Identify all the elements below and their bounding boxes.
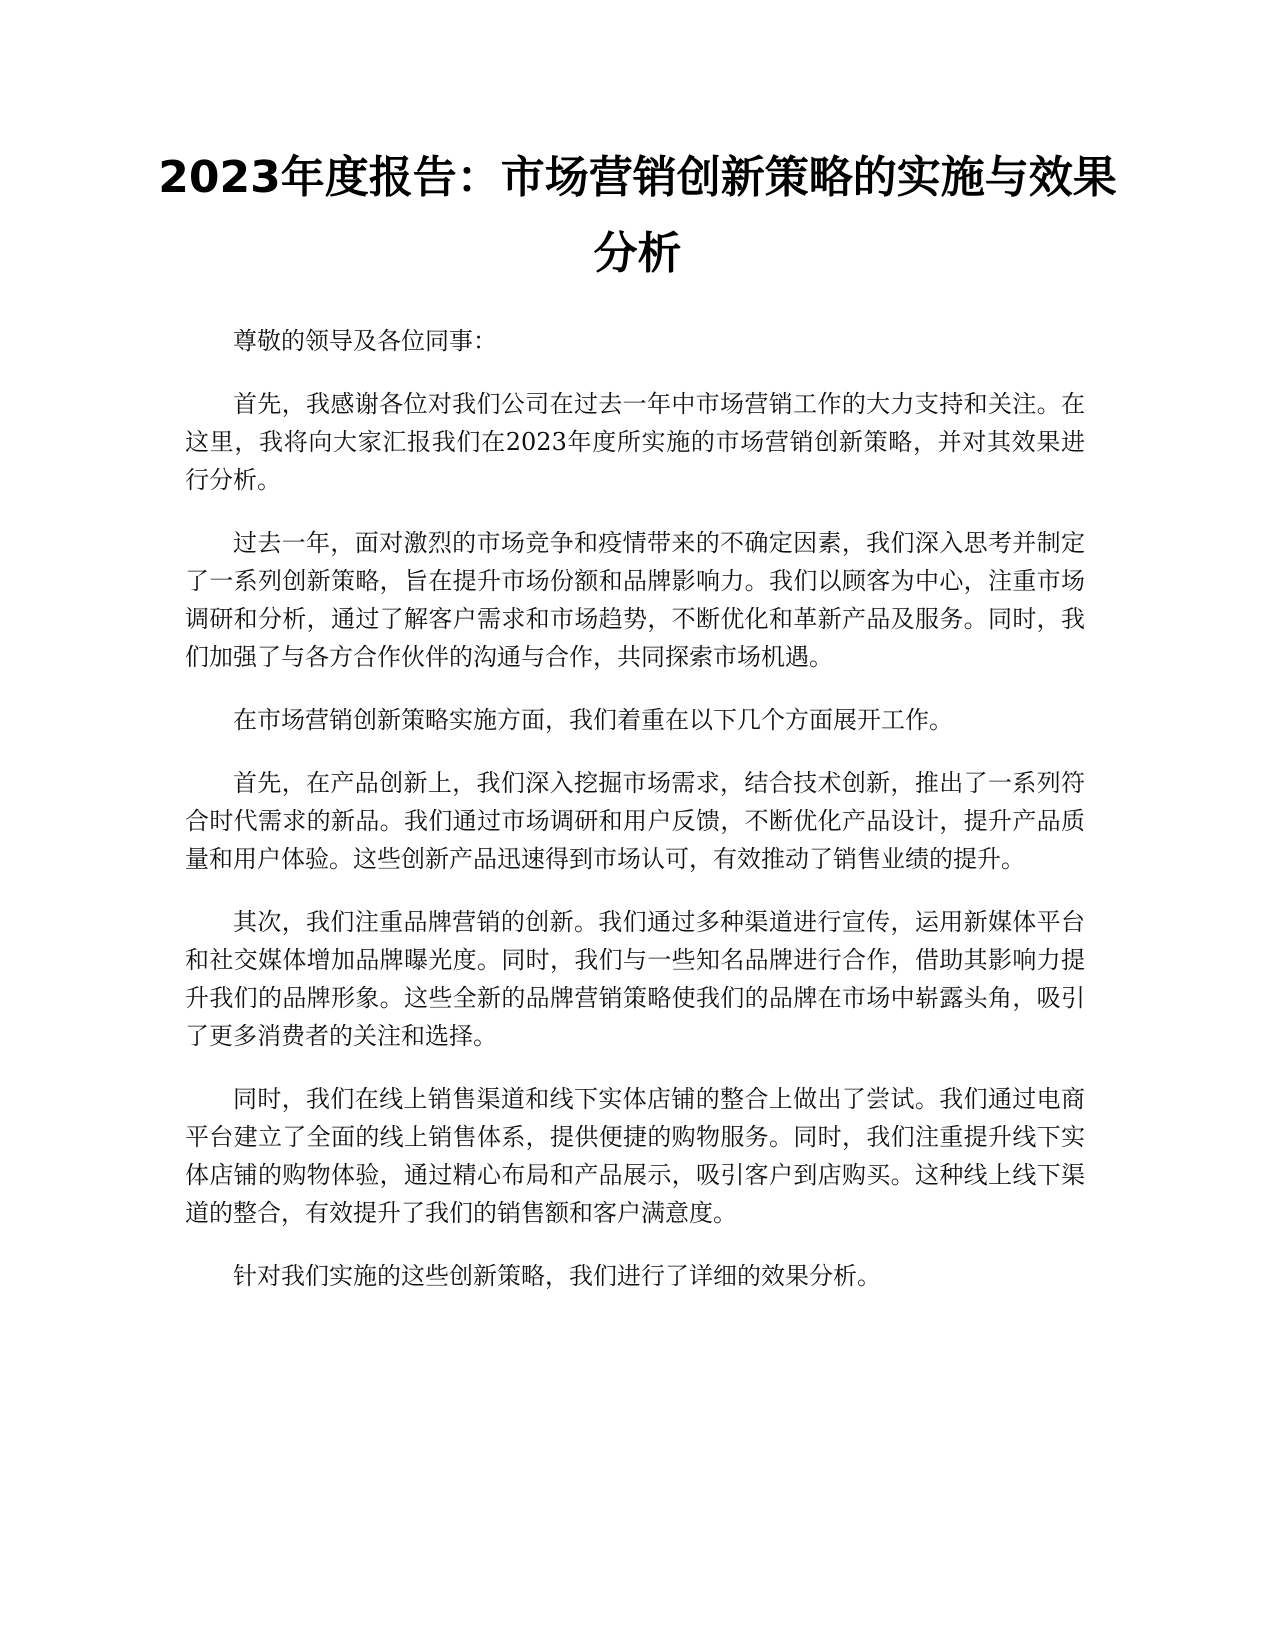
salutation-paragraph: 尊敬的领导及各位同事：	[233, 327, 497, 355]
body-paragraph: 同时，我们在线上销售渠道和线下实体店铺的整合上做出了尝试。我们通过电商平台建立了全面的线上销售体系，提供便捷的购物服务。同时，我们注重提升线下实体店铺的购物体验，通过精心布局和产品展示，吸引客户到店购买。这种线上线下渠道的整合，有效提升了我们的销售额和客户满意度。	[185, 1085, 1085, 1227]
body-paragraph: 针对我们实施的这些创新策略，我们进行了详细的效果分析。	[233, 1262, 881, 1290]
body-paragraph: 首先，我感谢各位对我们公司在过去一年中市场营销工作的大力支持和关注。在这里，我将向大家汇报我们在2023年度所实施的市场营销创新策略，并对其效果进行分析。	[185, 390, 1085, 494]
document-title: 2023年度报告：市场营销创新策略的实施与效果分析	[158, 152, 1117, 279]
body-paragraph: 在市场营销创新策略实施方面，我们着重在以下几个方面展开工作。	[233, 706, 953, 734]
body-paragraph: 其次，我们注重品牌营销的创新。我们通过多种渠道进行宣传，运用新媒体平台和社交媒体增加品牌曝光度。同时，我们与一些知名品牌进行合作，借助其影响力提升我们的品牌形象。这些全新的品牌营销策略使我们的品牌在市场中崭露头角，吸引了更多消费者的关注和选择。	[185, 908, 1085, 1050]
body-paragraph: 首先，在产品创新上，我们深入挖掘市场需求，结合技术创新，推出了一系列符合时代需求的新品。我们通过市场调研和用户反馈，不断优化产品设计，提升产品质量和用户体验。这些创新产品迅速得到市场认可，有效推动了销售业绩的提升。	[185, 769, 1085, 873]
document-body	[185, 322, 1085, 1320]
body-paragraph: 过去一年，面对激烈的市场竞争和疫情带来的不确定因素，我们深入思考并制定了一系列创新策略，旨在提升市场份额和品牌影响力。我们以顾客为中心，注重市场调研和分析，通过了解客户需求和市场趋势，不断优化和革新产品及服务。同时，我们加强了与各方合作伙伴的沟通与合作，共同探索市场机遇。	[185, 529, 1085, 671]
